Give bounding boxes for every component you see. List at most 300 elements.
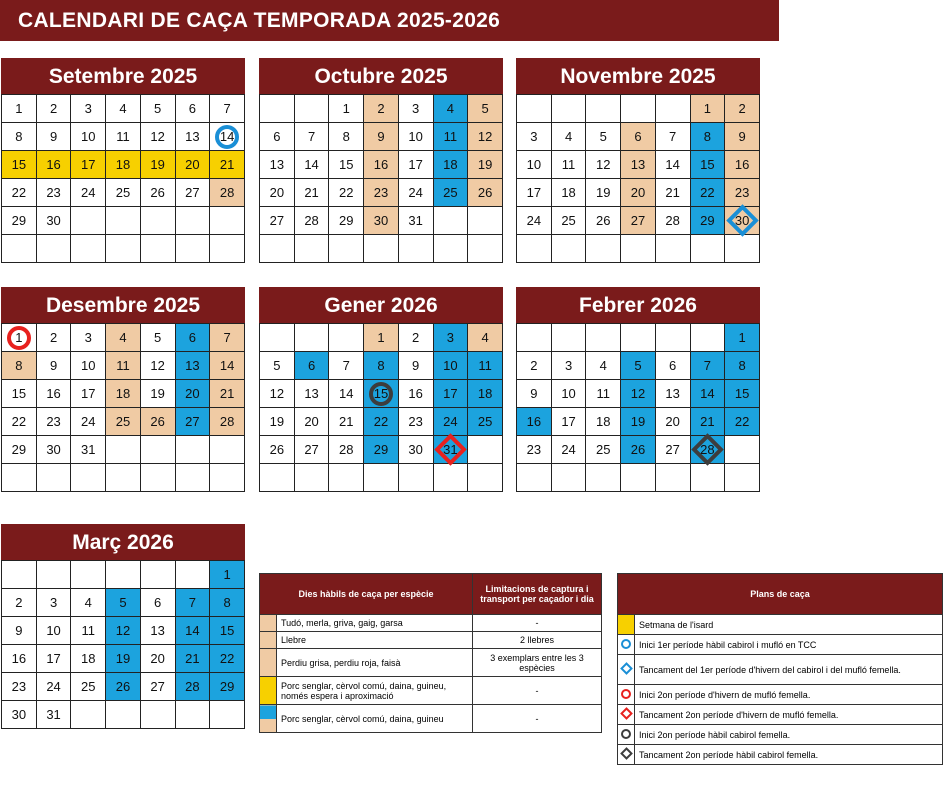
month-calendar-desembre: [1, 287, 245, 492]
day-cell: [106, 645, 141, 673]
day-number: 21: [219, 386, 235, 401]
diamond-red-icon: [620, 707, 633, 720]
day-cell: [725, 151, 760, 179]
species-header: Dies hàbils de caça per espècie: [260, 574, 473, 615]
day-cell: [210, 123, 245, 151]
day-number: 14: [339, 386, 354, 401]
day-number: 19: [596, 185, 611, 200]
species-limit: -: [473, 615, 602, 632]
day-cell: [329, 207, 364, 235]
species-limit: -: [473, 705, 602, 733]
day-number: 18: [115, 157, 131, 172]
empty-cell: [106, 207, 141, 235]
day-cell: [398, 207, 433, 235]
legend-swatch: [618, 635, 635, 655]
legend-swatch: [618, 615, 635, 635]
day-number: 12: [630, 386, 646, 401]
day-number: 30: [11, 707, 27, 722]
legend-swatch: [260, 649, 277, 677]
day-cell: [364, 151, 399, 179]
empty-cell: [175, 701, 210, 729]
day-number: 4: [119, 330, 127, 345]
day-number: 11: [116, 358, 130, 373]
day-number: 6: [154, 595, 162, 610]
empty-cell: [551, 235, 586, 263]
empty-cell: [621, 324, 656, 352]
day-number: 13: [150, 623, 165, 638]
day-number: 3: [446, 330, 454, 345]
day-number: 1: [703, 101, 711, 116]
day-number: 20: [304, 414, 319, 429]
day-cell: [36, 589, 71, 617]
day-cell: [2, 151, 37, 179]
day-cell: [71, 95, 106, 123]
day-number: 4: [564, 129, 573, 144]
day-number: 11: [596, 386, 610, 401]
day-cell: [725, 324, 760, 352]
day-number: 2: [15, 595, 23, 610]
day-number: 28: [700, 442, 715, 457]
day-number: 24: [526, 213, 542, 228]
empty-cell: [36, 561, 71, 589]
day-number: 29: [339, 213, 354, 228]
legend-swatch: [260, 632, 277, 649]
day-cell: [106, 324, 141, 352]
day-number: 1: [738, 330, 746, 345]
day-number: 27: [304, 442, 319, 457]
day-number: 5: [634, 358, 642, 373]
day-number: 15: [11, 386, 27, 401]
legend-swatch: [618, 685, 635, 705]
day-cell: [71, 380, 106, 408]
day-cell: [71, 324, 106, 352]
day-cell: [175, 123, 210, 151]
day-cell: [725, 380, 760, 408]
day-number: 30: [734, 213, 750, 228]
day-cell: [2, 589, 37, 617]
day-number: 14: [219, 129, 235, 144]
day-cell: [210, 617, 245, 645]
plan-description: Inici 2on període d'hivern de mufló femella.: [635, 685, 943, 705]
day-number: 29: [700, 213, 715, 228]
day-number: 4: [481, 330, 489, 345]
day-number: 3: [84, 101, 92, 116]
day-number: 12: [596, 157, 611, 172]
day-cell: [517, 380, 552, 408]
day-cell: [468, 408, 503, 436]
day-number: 12: [477, 129, 493, 144]
day-number: 19: [150, 157, 165, 172]
day-cell: [551, 207, 586, 235]
day-cell: [725, 123, 760, 151]
day-number: 3: [412, 101, 420, 116]
day-cell: [140, 151, 175, 179]
day-number: 16: [46, 386, 61, 401]
day-number: 28: [304, 213, 319, 228]
day-cell: [36, 645, 71, 673]
day-cell: [364, 380, 399, 408]
day-number: 22: [700, 185, 715, 200]
day-cell: [294, 352, 329, 380]
day-number: 25: [443, 185, 458, 200]
day-cell: [140, 179, 175, 207]
legend-swatch: [618, 655, 635, 685]
plan-description: Inici 2on període hàbil cabirol femella.: [635, 725, 943, 745]
day-number: 11: [443, 129, 458, 144]
circle-blue-icon: [621, 639, 631, 649]
day-cell: [398, 436, 433, 464]
day-cell: [329, 123, 364, 151]
day-number: 11: [81, 623, 95, 638]
empty-cell: [433, 464, 468, 492]
day-cell: [468, 123, 503, 151]
day-number: 15: [373, 386, 389, 401]
day-number: 23: [46, 414, 61, 429]
day-number: 2: [49, 330, 58, 345]
day-cell: [260, 352, 295, 380]
day-cell: [2, 95, 37, 123]
empty-cell: [140, 464, 175, 492]
day-number: 16: [408, 386, 423, 401]
day-number: 21: [700, 414, 715, 429]
day-number: 6: [188, 330, 196, 345]
day-cell: [36, 179, 71, 207]
day-cell: [210, 408, 245, 436]
day-number: 27: [269, 213, 285, 228]
day-cell: [106, 673, 141, 701]
day-cell: [106, 617, 141, 645]
day-number: 1: [342, 101, 350, 116]
legend-swatch: [260, 677, 277, 705]
day-number: 11: [561, 157, 576, 172]
day-number: 17: [526, 185, 542, 200]
day-cell: [655, 151, 690, 179]
day-number: 24: [443, 414, 458, 429]
day-cell: [621, 123, 656, 151]
day-cell: [210, 95, 245, 123]
day-number: 22: [373, 414, 389, 429]
empty-cell: [106, 235, 141, 263]
empty-cell: [433, 207, 468, 235]
day-number: 9: [49, 358, 58, 373]
empty-cell: [329, 235, 364, 263]
day-number: 29: [11, 442, 27, 457]
day-cell: [329, 179, 364, 207]
month-calendar-gener: [259, 287, 503, 492]
month-title: Setembre 2025: [1, 58, 245, 94]
day-number: 26: [596, 213, 611, 228]
day-number: 8: [342, 129, 350, 144]
day-number: 3: [49, 595, 58, 610]
day-cell: [586, 207, 621, 235]
empty-cell: [210, 464, 245, 492]
day-number: 17: [81, 157, 96, 172]
plans-legend-table: [617, 573, 943, 765]
day-cell: [621, 380, 656, 408]
day-number: 27: [185, 414, 200, 429]
empty-cell: [106, 436, 141, 464]
day-cell: [398, 380, 433, 408]
day-cell: [2, 617, 37, 645]
day-number: 2: [49, 101, 58, 116]
day-number: 8: [223, 595, 231, 610]
day-cell: [364, 207, 399, 235]
empty-cell: [517, 324, 552, 352]
day-cell: [2, 324, 37, 352]
day-number: 15: [11, 157, 27, 172]
day-cell: [175, 179, 210, 207]
day-number: 19: [477, 157, 493, 172]
day-cell: [2, 207, 37, 235]
day-cell: [690, 380, 725, 408]
empty-cell: [175, 207, 210, 235]
day-cell: [586, 436, 621, 464]
day-cell: [140, 673, 175, 701]
day-cell: [140, 352, 175, 380]
empty-cell: [71, 464, 106, 492]
day-number: 16: [46, 157, 61, 172]
day-cell: [106, 179, 141, 207]
day-number: 18: [561, 185, 576, 200]
day-cell: [294, 207, 329, 235]
day-cell: [551, 380, 586, 408]
day-number: 25: [561, 213, 576, 228]
day-number: 16: [11, 651, 27, 666]
day-cell: [71, 673, 106, 701]
day-number: 8: [15, 358, 23, 373]
day-cell: [551, 179, 586, 207]
day-number: 19: [115, 651, 131, 666]
day-cell: [140, 589, 175, 617]
day-cell: [260, 380, 295, 408]
day-cell: [294, 436, 329, 464]
day-number: 21: [665, 185, 680, 200]
empty-cell: [71, 701, 106, 729]
day-number: 6: [634, 129, 642, 144]
day-cell: [260, 436, 295, 464]
day-number: 22: [734, 414, 750, 429]
day-cell: [260, 151, 295, 179]
day-number: 5: [154, 330, 162, 345]
day-number: 13: [185, 129, 200, 144]
day-number: 30: [46, 213, 61, 228]
day-number: 23: [526, 442, 542, 457]
day-number: 2: [738, 101, 746, 116]
empty-cell: [175, 464, 210, 492]
day-number: 27: [150, 679, 165, 694]
day-cell: [36, 436, 71, 464]
day-cell: [398, 179, 433, 207]
day-number: 20: [185, 157, 200, 172]
day-number: 25: [477, 414, 493, 429]
day-cell: [690, 179, 725, 207]
day-cell: [690, 123, 725, 151]
empty-cell: [551, 95, 586, 123]
day-number: 4: [446, 101, 454, 116]
empty-cell: [106, 701, 141, 729]
day-cell: [2, 179, 37, 207]
day-number: 26: [630, 442, 646, 457]
day-cell: [655, 179, 690, 207]
day-number: 18: [81, 651, 96, 666]
day-number: 7: [223, 101, 231, 116]
day-cell: [725, 179, 760, 207]
day-cell: [260, 408, 295, 436]
day-cell: [551, 151, 586, 179]
empty-cell: [175, 235, 210, 263]
species-name: Llebre: [277, 632, 473, 649]
day-number: 25: [115, 185, 131, 200]
day-cell: [210, 352, 245, 380]
day-cell: [329, 352, 364, 380]
day-number: 13: [269, 157, 285, 172]
plan-description: Setmana de l'isard: [635, 615, 943, 635]
empty-cell: [2, 235, 37, 263]
day-cell: [36, 151, 71, 179]
day-cell: [655, 123, 690, 151]
day-cell: [433, 95, 468, 123]
day-cell: [140, 408, 175, 436]
empty-cell: [468, 235, 503, 263]
day-number: 17: [443, 386, 458, 401]
empty-cell: [106, 464, 141, 492]
day-cell: [551, 352, 586, 380]
day-number: 28: [219, 414, 235, 429]
empty-cell: [655, 95, 690, 123]
species-name: Perdiu grisa, perdiu roja, faisà: [277, 649, 473, 677]
day-cell: [2, 380, 37, 408]
plan-description: Tancament 2on període d'hivern de mufló femella.: [635, 705, 943, 725]
day-cell: [210, 151, 245, 179]
day-number: 31: [81, 442, 96, 457]
day-number: 19: [630, 414, 646, 429]
circle-red-icon: [621, 689, 631, 699]
empty-cell: [71, 235, 106, 263]
day-cell: [2, 352, 37, 380]
empty-cell: [690, 235, 725, 263]
day-cell: [690, 436, 725, 464]
empty-cell: [690, 464, 725, 492]
day-number: 9: [49, 129, 58, 144]
empty-cell: [140, 701, 175, 729]
day-number: 27: [665, 442, 680, 457]
day-number: 5: [119, 595, 127, 610]
day-number: 13: [304, 386, 319, 401]
day-number: 10: [408, 129, 423, 144]
day-number: 5: [481, 101, 489, 116]
day-number: 12: [150, 129, 165, 144]
plan-description: Tancament del 1er període d'hivern del cabirol i del mufló femella.: [635, 655, 943, 685]
month-title: Març 2026: [1, 524, 245, 560]
day-cell: [329, 408, 364, 436]
empty-cell: [294, 324, 329, 352]
empty-cell: [725, 235, 760, 263]
day-number: 9: [738, 129, 746, 144]
empty-cell: [364, 235, 399, 263]
day-number: 10: [443, 358, 458, 373]
day-cell: [725, 352, 760, 380]
day-cell: [364, 123, 399, 151]
day-number: 11: [116, 129, 130, 144]
empty-cell: [621, 95, 656, 123]
day-cell: [140, 380, 175, 408]
day-cell: [71, 179, 106, 207]
day-number: 18: [115, 386, 131, 401]
day-cell: [655, 436, 690, 464]
day-number: 14: [665, 157, 680, 172]
limits-header: Limitacions de captura i transport per caçador i dia: [473, 574, 602, 615]
day-number: 24: [408, 185, 423, 200]
day-cell: [36, 324, 71, 352]
day-cell: [690, 151, 725, 179]
empty-cell: [468, 436, 503, 464]
empty-cell: [690, 324, 725, 352]
day-cell: [517, 207, 552, 235]
day-number: 22: [219, 651, 235, 666]
day-number: 10: [526, 157, 542, 172]
day-cell: [364, 324, 399, 352]
day-number: 31: [408, 213, 423, 228]
empty-cell: [260, 235, 295, 263]
day-number: 6: [669, 358, 677, 373]
day-number: 12: [115, 623, 131, 638]
day-cell: [433, 380, 468, 408]
day-cell: [398, 123, 433, 151]
day-cell: [586, 408, 621, 436]
species-name: Porc senglar, cèrvol comú, daina, guineu, només espera i aproximació: [277, 677, 473, 705]
day-number: 6: [273, 129, 281, 144]
day-number: 8: [738, 358, 746, 373]
day-number: 14: [185, 623, 200, 638]
day-cell: [433, 324, 468, 352]
day-number: 4: [599, 358, 607, 373]
day-cell: [621, 151, 656, 179]
day-number: 18: [443, 157, 458, 172]
day-number: 1: [15, 330, 23, 345]
day-number: 2: [377, 101, 385, 116]
day-cell: [468, 352, 503, 380]
diamond-blue-icon: [620, 662, 633, 675]
day-cell: [140, 645, 175, 673]
month-title: Octubre 2025: [259, 58, 503, 94]
empty-cell: [71, 561, 106, 589]
day-number: 5: [154, 101, 162, 116]
day-cell: [517, 408, 552, 436]
day-number: 18: [596, 414, 611, 429]
day-number: 23: [11, 679, 27, 694]
day-cell: [175, 324, 210, 352]
day-number: 4: [84, 595, 92, 610]
day-cell: [468, 95, 503, 123]
day-cell: [175, 408, 210, 436]
day-number: 8: [377, 358, 385, 373]
day-cell: [260, 123, 295, 151]
day-cell: [517, 151, 552, 179]
day-cell: [398, 408, 433, 436]
species-limit: 2 llebres: [473, 632, 602, 649]
day-cell: [551, 123, 586, 151]
day-number: 15: [219, 623, 235, 638]
day-number: 23: [734, 185, 750, 200]
day-cell: [175, 673, 210, 701]
day-number: 13: [185, 358, 200, 373]
day-number: 23: [46, 185, 61, 200]
day-cell: [690, 352, 725, 380]
day-number: 13: [665, 386, 680, 401]
day-number: 15: [700, 157, 715, 172]
day-number: 25: [81, 679, 96, 694]
day-cell: [725, 207, 760, 235]
